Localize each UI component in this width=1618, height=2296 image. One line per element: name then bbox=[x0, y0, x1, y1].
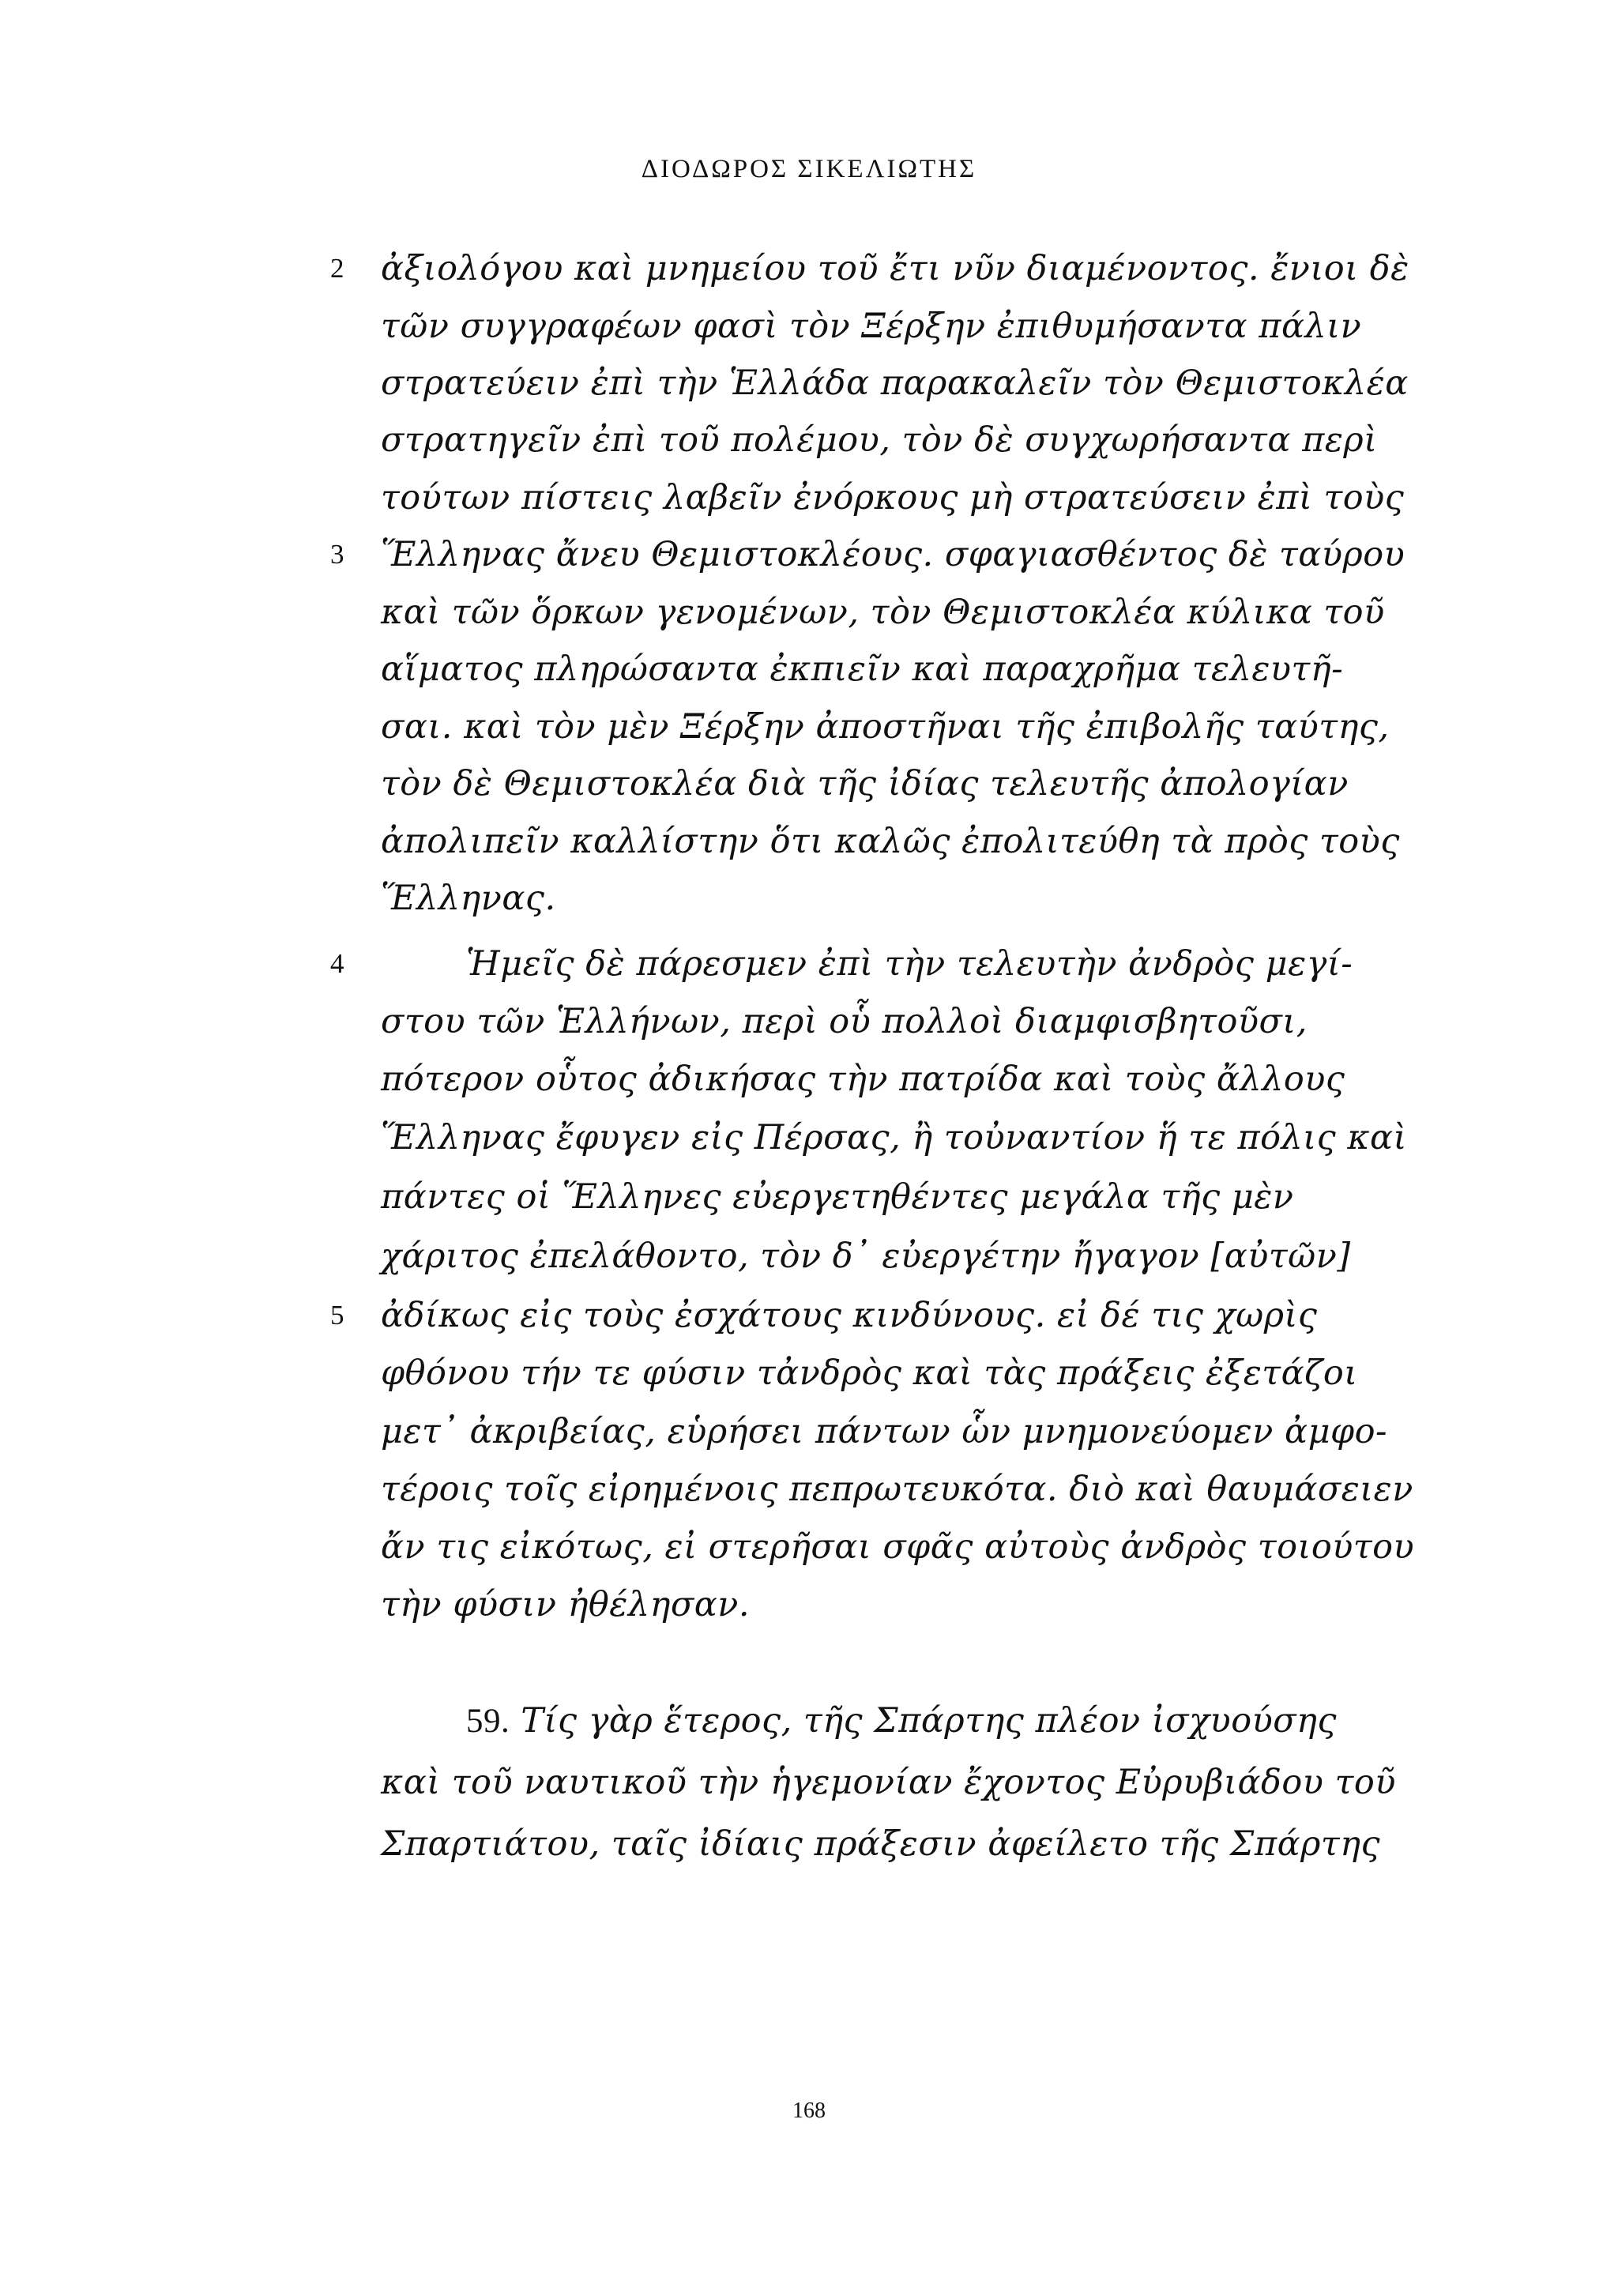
text-line: τῶν συγγραφέων φασὶ τὸν Ξέρξην ἐπιθυμήσαντα πάλιν bbox=[381, 307, 1362, 346]
chapter-number: 59. bbox=[466, 1703, 510, 1740]
text-line: τούτων πίστεις λαβεῖν ἐνόρκους μὴ στρατεύσειν ἐπὶ τοὺς bbox=[381, 478, 1405, 518]
section-number-4: 4 bbox=[330, 948, 344, 979]
text-line: Ἡμεῖς δὲ πάρεσμεν ἐπὶ τὴν τελευτὴν ἀνδρὸς μεγί- bbox=[466, 944, 1353, 984]
text-line: στρατηγεῖν ἐπὶ τοῦ πολέμου, τὸν δὲ συγχωρήσαντα περὶ bbox=[381, 420, 1378, 460]
chapter-first-line bbox=[466, 1697, 1389, 1745]
text-line: φθόνου τήν τε φύσιν τἀνδρὸς καὶ τὰς πράξεις ἐξετάζοι bbox=[381, 1353, 1358, 1393]
text-line: τὴν φύσιν ἠθέλησαν. bbox=[381, 1585, 751, 1624]
text-line: Σπαρτιάτου, ταῖς ἰδίαις πράξεσιν ἀφείλετο τῆς Σπάρτης bbox=[381, 1824, 1381, 1864]
text-line: ἀξιολόγου καὶ μνημείου τοῦ ἔτι νῦν διαμένοντος. ἔνιοι δὲ bbox=[381, 249, 1409, 288]
text-line: πάντες οἱ Ἕλληνες εὐεργετηθέντες μεγάλα τῆς μὲν bbox=[381, 1177, 1294, 1217]
text-line: τὸν δὲ Θεμιστοκλέα διὰ τῆς ἰδίας τελευτῆς ἀπολογίαν bbox=[381, 764, 1349, 804]
text-line: καὶ τῶν ὅρκων γενομένων, τὸν Θεμιστοκλέα κύλικα τοῦ bbox=[381, 593, 1385, 632]
page-number: 168 bbox=[792, 2098, 826, 2123]
text-line: στρατεύειν ἐπὶ τὴν Ἑλλάδα παρακαλεῖν τὸν Θεμιστοκλέα bbox=[381, 363, 1409, 403]
section-number-2: 2 bbox=[330, 253, 344, 284]
text-line: χάριτος ἐπελάθοντο, τὸν δ᾽ εὐεργέτην ἤγαγον [αὐτῶν] bbox=[381, 1236, 1351, 1276]
text-line: Ἕλληνας ἔφυγεν εἰς Πέρσας, ἢ τοὐναντίον ἥ τε πόλις καὶ bbox=[381, 1118, 1407, 1157]
text-line: Ἕλληνας. bbox=[381, 879, 556, 918]
section-number-5: 5 bbox=[330, 1300, 344, 1331]
section-number-3: 3 bbox=[330, 539, 344, 570]
text-line: Ἕλληνας ἄνευ Θεμιστοκλέους. σφαγιασθέντος δὲ ταύρου bbox=[381, 535, 1405, 574]
text-line: μετ᾽ ἀκριβείας, εὑρήσει πάντων ὧν μνημονεύομεν ἀμφο- bbox=[381, 1412, 1388, 1451]
chapter-line-text: Τίς γὰρ ἕτερος, τῆς Σπάρτης πλέον ἰσχυούσης bbox=[521, 1701, 1337, 1741]
text-line: ἀπολιπεῖν καλλίστην ὅτι καλῶς ἐπολιτεύθη τὰ πρὸς τοὺς bbox=[381, 822, 1400, 861]
text-line: στου τῶν Ἑλλήνων, περὶ οὗ πολλοὶ διαμφισβητοῦσι, bbox=[381, 1002, 1308, 1041]
text-line: ἀδίκως εἰς τοὺς ἐσχάτους κινδύνους. εἰ δέ τις χωρὶς bbox=[381, 1296, 1318, 1335]
text-line: αἵματος πληρώσαντα ἐκπιεῖν καὶ παραχρῆμα τελευτῆ- bbox=[381, 649, 1344, 689]
text-line: καὶ τοῦ ναυτικοῦ τὴν ἡγεμονίαν ἔχοντος Εὐρυβιάδου τοῦ bbox=[381, 1763, 1396, 1802]
text-line: σαι. καὶ τὸν μὲν Ξέρξην ἀποστῆναι τῆς ἐπιβολῆς ταύτης, bbox=[381, 707, 1390, 747]
text-line: ἄν τις εἰκότως, εἰ στερῆσαι σφᾶς αὐτοὺς ἀνδρὸς τοιούτου bbox=[381, 1527, 1415, 1567]
text-line: τέροις τοῖς εἰρημένοις πεπρωτευκότα. διὸ καὶ θαυμάσειεν bbox=[381, 1470, 1413, 1509]
running-head: ΔΙΟΔΩΡΟΣ ΣΙΚΕΛΙΩΤΗΣ bbox=[641, 155, 977, 183]
text-line: πότερον οὗτος ἀδικήσας τὴν πατρίδα καὶ τοὺς ἄλλους bbox=[381, 1060, 1345, 1099]
